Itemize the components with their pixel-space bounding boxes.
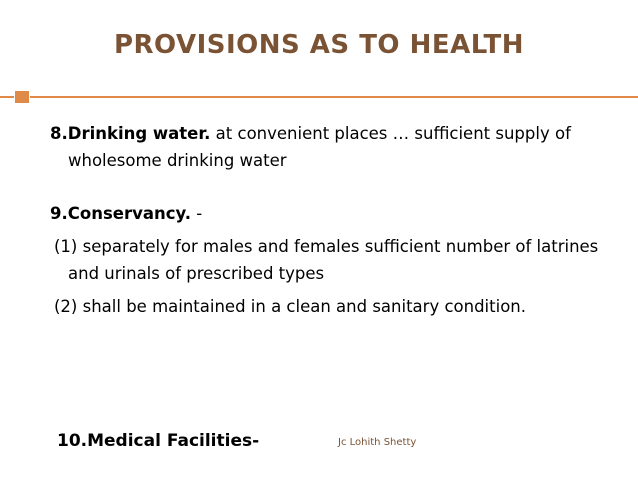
title-divider — [0, 96, 638, 98]
slide-content — [50, 120, 620, 320]
item-text: at convenient places … sufficient supply of wholesome drinking water — [68, 124, 571, 170]
item-heading: 9.Conservancy. — [50, 204, 192, 223]
slide-title: PROVISIONS AS TO HEALTH — [113, 30, 524, 60]
item-drinking-water — [50, 120, 620, 174]
item-medical-facilities: 10.Medical Facilities- — [57, 431, 260, 451]
footer-author: Jc Lohith Shetty — [338, 437, 417, 448]
subitem-maintenance: (2) shall be maintained in a clean and sanitary condition. — [54, 297, 526, 316]
item-conservancy — [50, 200, 620, 227]
item-heading: 8.Drinking water. — [50, 124, 211, 143]
divider-accent-square — [14, 90, 30, 104]
item-text: - — [191, 204, 203, 223]
spacer — [50, 174, 620, 200]
last-item-row — [57, 431, 617, 461]
subitem-latrines: (1) separately for males and females sufficient number of latrines and urinals of prescribed types — [54, 237, 599, 283]
